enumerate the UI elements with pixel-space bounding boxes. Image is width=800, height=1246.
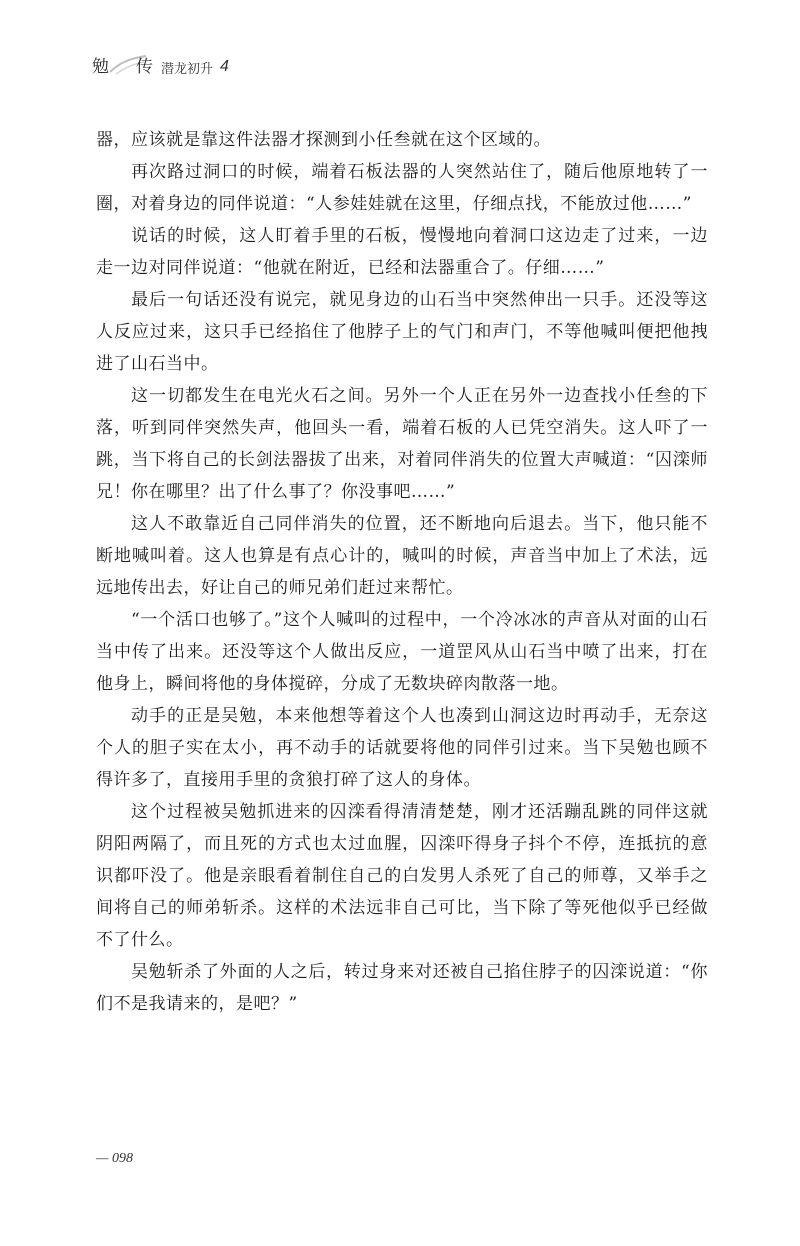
header-title-char-1: 勉 [92,57,109,77]
paragraph: 说话的时候，这人盯着手里的石板，慢慢地向着洞口这边走了过来，一边走一边对同伴说道：“他就在附近，已经和法器重合了。仔细……” [96,226,708,278]
page-number: — 098 [96,1151,133,1166]
header-subtitle: 潜龙初升 [161,62,214,77]
running-header [92,50,312,90]
paragraph: 最后一句话还没有说完，就见身边的山石当中突然伸出一只手。还没等这人反应过来，这只手已经掐住了他脖子上的气门和声门，不等他喊叫便把他拽进了山石当中。 [96,290,708,374]
header-volume-number: 4 [220,58,229,75]
paragraph: 这人不敢靠近自己同伴消失的位置，还不断地向后退去。当下，他只能不断地喊叫着。这人也算是有点心计的，喊叫的时候，声音当中加上了术法，远远地传出去，好让自己的师兄弟们赶过来帮忙。 [96,514,708,598]
paragraph: 这一切都发生在电光火石之间。另外一个人正在另外一边查找小任叁的下落，听到同伴突然失声，他回头一看，端着石板的人已凭空消失。这人吓了一跳，当下将自己的长剑法器拔了出来，对着同伴消失的位置大声喊道：“囚滦师兄！你在哪里？出了什么事了？你没事吧……” [96,386,708,502]
paragraph: 再次路过洞口的时候，端着石板法器的人突然站住了，随后他原地转了一圈，对着身边的同伴说道：“人参娃娃就在这里，仔细点找，不能放过他……” [96,162,708,214]
body-text [96,124,708,1020]
paragraph: “一个活口也够了。”这个人喊叫的过程中，一个冷冰冰的声音从对面的山石当中传了出来。还没等这个人做出反应，一道罡风从山石当中喷了出来，打在他身上，瞬间将他的身体搅碎，分成了无数块碎肉散落一地。 [96,610,708,694]
paragraph: 器，应该就是靠这件法器才探测到小任叁就在这个区域的。 [96,130,551,150]
paragraph: 吴勉斩杀了外面的人之后，转过身来对还被自己掐住脖子的囚滦说道：“你们不是我请来的，是吧？” [96,962,708,1014]
paragraph: 动手的正是吴勉，本来他想等着这个人也凑到山洞这边时再动手，无奈这个人的胆子实在太小，再不动手的话就要将他的同伴引过来。当下吴勉也顾不得许多了，直接用手里的贪狼打碎了这人的身体。 [96,706,708,790]
paragraph: 这个过程被吴勉抓进来的囚滦看得清清楚楚，刚才还活蹦乱跳的同伴这就阴阳两隔了，而且死的方式也太过血腥，囚滦吓得身子抖个不停，连抵抗的意识都吓没了。他是亲眼看着制住自己的白发男人杀死了自己的师尊，又举手之间将自己的师弟斩杀。这样的术法远非自己可比，当下除了等死他似乎已经做不了什么。 [96,802,708,950]
header-title-char-2: 传 [136,57,153,77]
